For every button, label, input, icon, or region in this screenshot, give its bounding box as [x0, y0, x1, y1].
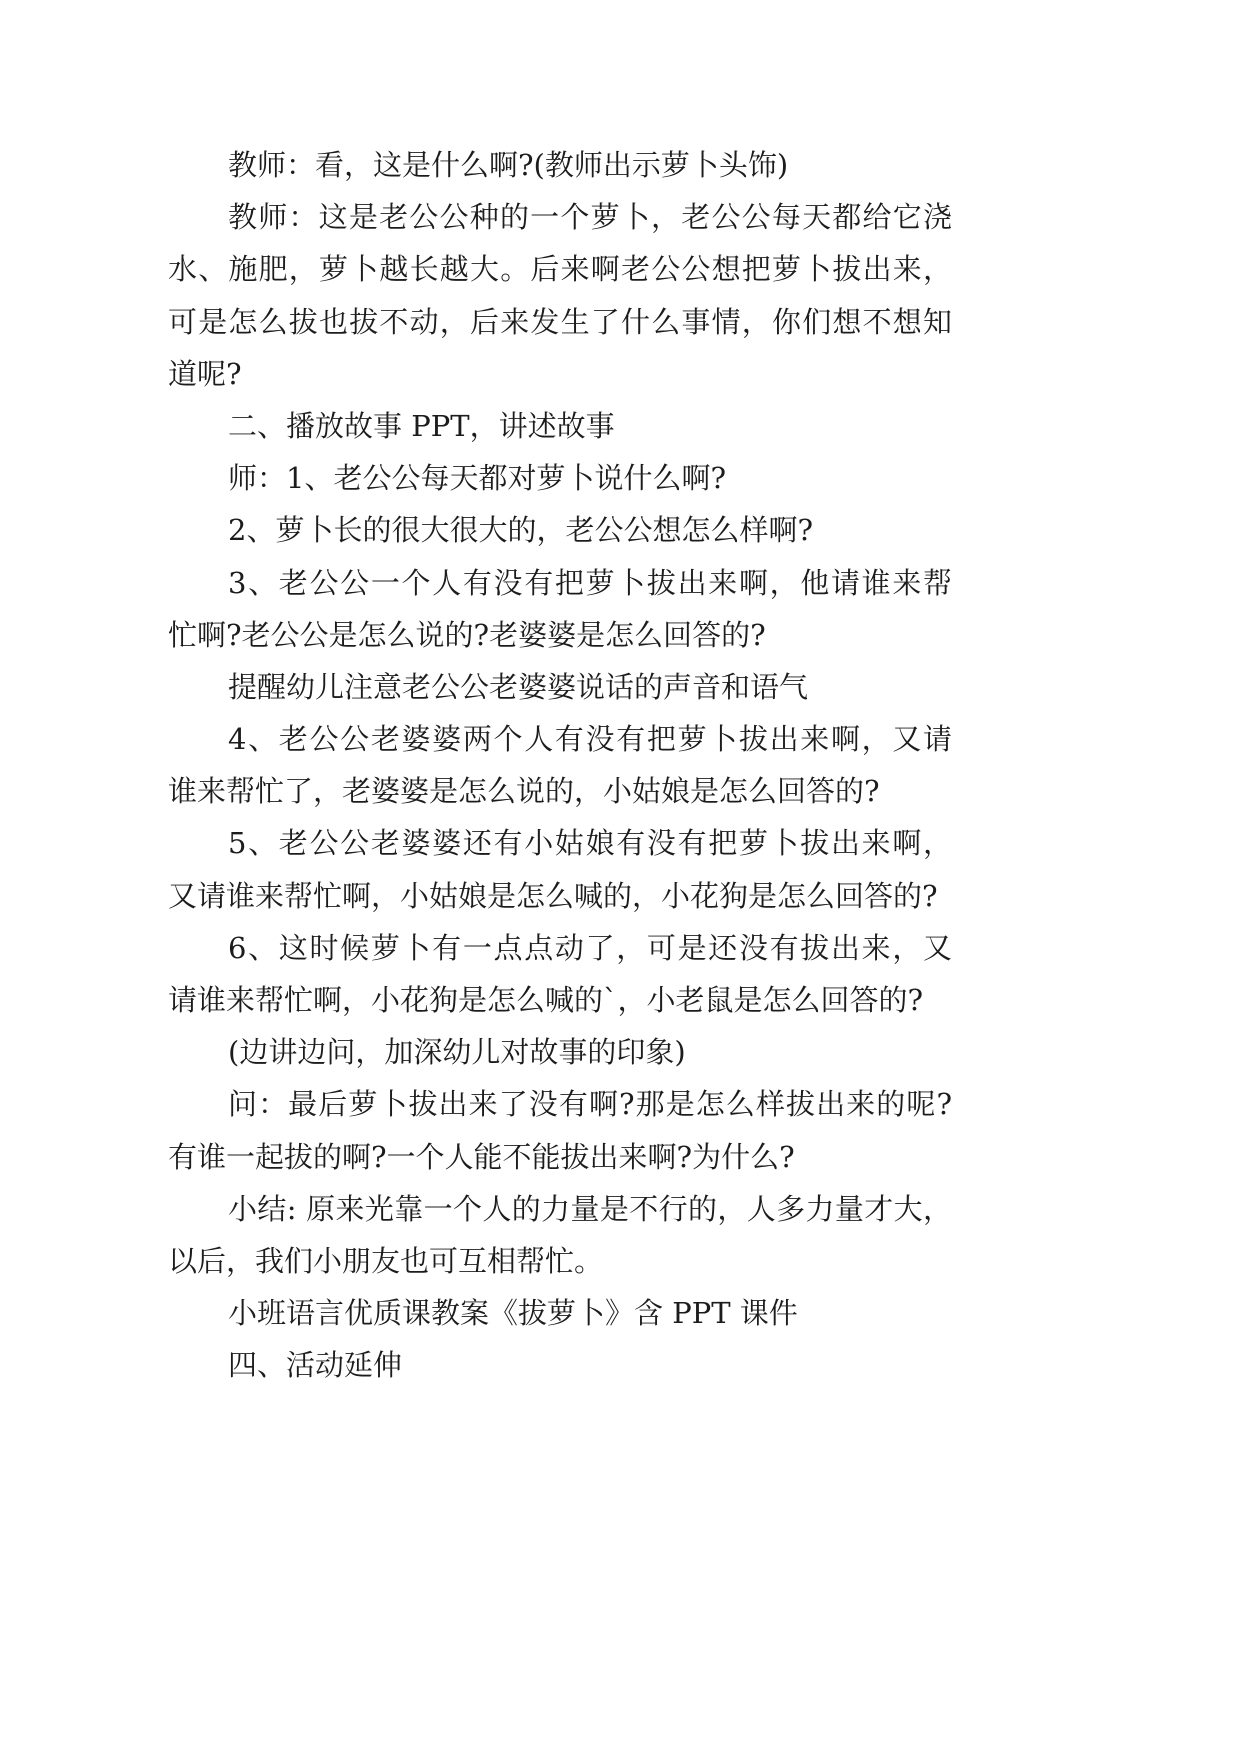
text-line: 又请谁来帮忙啊，小姑娘是怎么喊的，小花狗是怎么回答的?: [168, 878, 938, 913]
text-line: 2、萝卜长的很大很大的，老公公想怎么样啊?: [228, 513, 813, 548]
paragraph: [168, 557, 952, 661]
text-line: 4、老公公老婆婆两个人有没有把萝卜拔出来啊，又请: [228, 722, 952, 757]
section-heading: [168, 400, 952, 452]
text-line: 以后，我们小朋友也可互相帮忙。: [168, 1243, 604, 1278]
paragraph: [168, 1026, 952, 1078]
text-line: 5、老公公老婆婆还有小姑娘有没有把萝卜拔出来啊，: [228, 826, 952, 861]
text-line: 忙啊?老公公是怎么说的?老婆婆是怎么回答的?: [168, 617, 766, 652]
paragraph: [168, 1287, 952, 1339]
text-line: 道呢?: [168, 356, 242, 391]
text-line: 教师：看，这是什么啊?(教师出示萝卜头饰): [228, 148, 789, 182]
text-line: 水、施肥，萝卜越长越大。后来啊老公公想把萝卜拔出来，: [168, 252, 952, 287]
section-heading: [168, 1339, 952, 1391]
paragraph: [168, 504, 952, 556]
paragraph: [168, 713, 952, 817]
text-line: 有谁一起拔的啊?一个人能不能拔出来啊?为什么?: [168, 1139, 795, 1174]
text-line: 师：1、老公公每天都对萝卜说什么啊?: [228, 461, 726, 496]
paragraph: [168, 191, 952, 400]
text-line: 3、老公公一个人有没有把萝卜拔出来啊，他请谁来帮: [228, 565, 952, 600]
text-line: (边讲边问，加深幼儿对故事的印象): [228, 1035, 686, 1070]
paragraph: [168, 139, 952, 191]
paragraph: [168, 817, 952, 921]
text-line: 教师：这是老公公种的一个萝卜，老公公每天都给它浇: [228, 200, 952, 235]
paragraph: [168, 922, 952, 1026]
text-line: 可是怎么拔也拔不动，后来发生了什么事情，你们想不想知: [168, 304, 952, 339]
text-line: 四、活动延伸: [228, 1348, 403, 1383]
paragraph: [168, 1078, 952, 1182]
paragraph: [168, 452, 952, 504]
document-page: [168, 139, 952, 1392]
text-line: 小结: 原来光靠一个人的力量是不行的，人多力量才大，: [228, 1191, 952, 1226]
text-line: 谁来帮忙了，老婆婆是怎么说的，小姑娘是怎么回答的?: [168, 774, 880, 809]
text-line: 问：最后萝卜拔出来了没有啊?那是怎么样拔出来的呢?: [228, 1087, 952, 1122]
text-line: 6、这时候萝卜有一点点动了，可是还没有拔出来，又: [228, 930, 952, 965]
text-line: 请谁来帮忙啊，小花狗是怎么喊的`，小老鼠是怎么回答的?: [168, 983, 924, 1017]
text-line: 小班语言优质课教案《拔萝卜》含 PPT 课件: [228, 1296, 798, 1331]
paragraph: [168, 661, 952, 713]
text-line: 提醒幼儿注意老公公老婆婆说话的声音和语气: [228, 669, 809, 704]
paragraph: [168, 1183, 952, 1287]
text-line: 二、播放故事 PPT，讲述故事: [228, 408, 615, 443]
